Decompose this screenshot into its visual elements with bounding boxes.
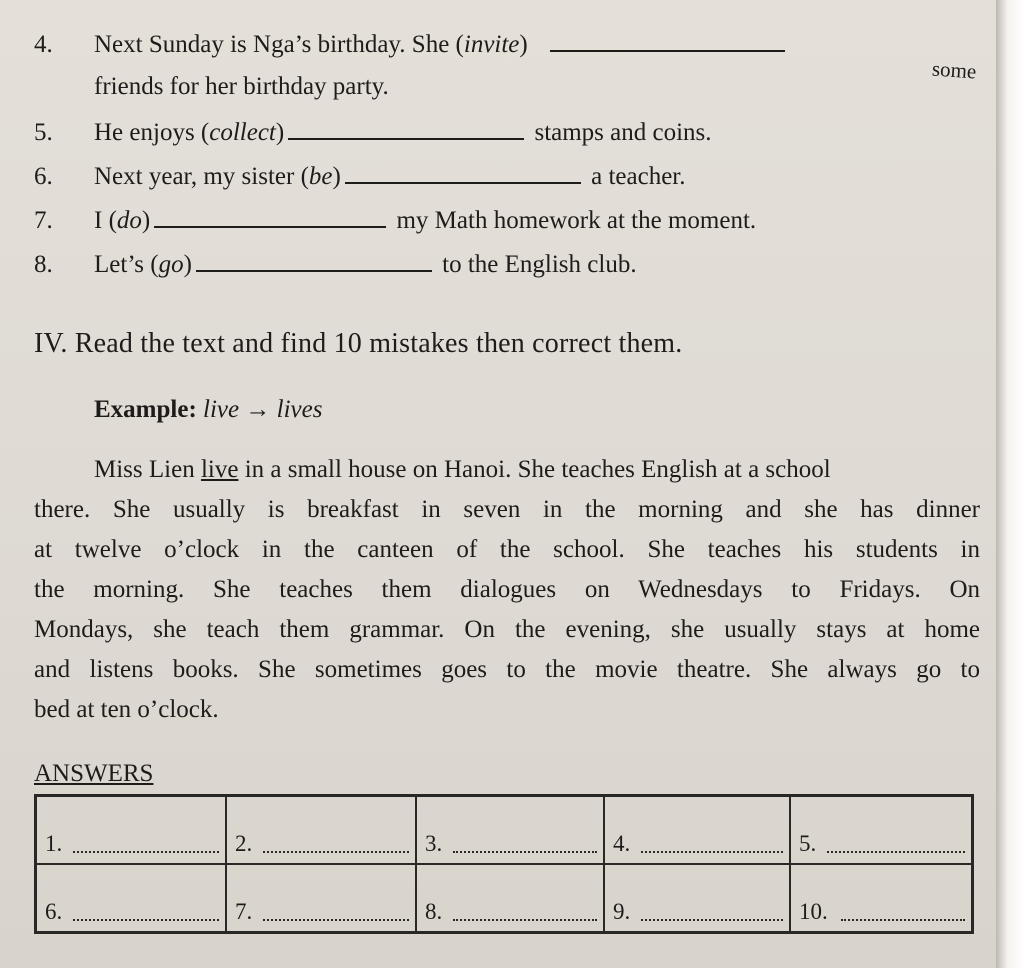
- answer-blank[interactable]: [196, 250, 432, 272]
- arrow-icon: →: [245, 396, 271, 423]
- exercise-item-8: Let’s (go) to the English club.: [94, 251, 637, 278]
- section-title: IV. Read the text and find 10 mistakes then correct them.: [34, 328, 683, 359]
- page-edge: [996, 0, 1024, 968]
- passage-line: and listens books. She sometimes goes to the movie theatre. She always go to: [34, 656, 980, 683]
- item-number: 7.: [34, 207, 53, 234]
- passage-line-1: Miss Lien live in a small house on Hanoi. She teaches English at a school: [94, 456, 831, 483]
- answer-cell-1[interactable]: 1.: [36, 796, 226, 864]
- passage-line: Mondays, she teach them grammar. On the evening, she usually stays at home: [34, 616, 980, 643]
- answer-cell-10[interactable]: 10.: [790, 864, 972, 932]
- answers-title: ANSWERS: [34, 760, 154, 787]
- verb-hint: be: [308, 163, 333, 190]
- example-label: Example:: [94, 396, 197, 423]
- answer-blank[interactable]: [288, 118, 524, 140]
- answer-cell-5[interactable]: 5.: [790, 796, 972, 864]
- verb-hint: go: [158, 251, 184, 278]
- verb-hint: do: [116, 207, 142, 234]
- verb-hint: invite: [463, 31, 520, 58]
- answer-blank[interactable]: [154, 206, 386, 228]
- handwritten-note: some: [931, 56, 978, 84]
- answer-cell-8[interactable]: 8.: [416, 864, 604, 932]
- example: [94, 396, 322, 424]
- answer-blank[interactable]: [345, 162, 581, 184]
- answer-cell-6[interactable]: 6.: [36, 864, 226, 932]
- example-right: lives: [276, 396, 323, 423]
- item-number: 8.: [34, 251, 53, 278]
- passage-line: bed at ten o’clock.: [34, 696, 219, 723]
- exercise-item-7: I (do) my Math homework at the moment.: [94, 207, 757, 234]
- passage-line: there. She usually is breakfast in seven in the morning and she has dinner: [34, 496, 980, 523]
- answer-cell-7[interactable]: 7.: [226, 864, 416, 932]
- passage-line: at twelve o’clock in the canteen of the school. She teaches his students in: [34, 536, 980, 563]
- example-wrong: live: [203, 396, 240, 423]
- answer-cell-3[interactable]: 3.: [416, 796, 604, 864]
- answer-cell-9[interactable]: 9.: [604, 864, 790, 932]
- answer-blank[interactable]: [550, 30, 785, 52]
- item-number: 6.: [34, 163, 53, 190]
- exercise-item-4-continued: friends for her birthday party.: [94, 73, 389, 100]
- item-number: 5.: [34, 119, 53, 146]
- exercise-item-6: Next year, my sister (be) a teacher.: [94, 163, 686, 190]
- item-number: 4.: [34, 31, 53, 58]
- passage-line: the morning. She teaches them dialogues on Wednesdays to Fridays. On: [34, 576, 980, 603]
- underlined-word: live: [200, 456, 239, 483]
- exercise-item-4: Next Sunday is Nga’s birthday. She (invite): [94, 30, 789, 60]
- answer-cell-2[interactable]: 2.: [226, 796, 416, 864]
- answers-table: [34, 794, 974, 934]
- verb-hint: collect: [209, 119, 276, 146]
- exercise-item-5: He enjoys (collect) stamps and coins.: [94, 119, 712, 146]
- answer-cell-4[interactable]: 4.: [604, 796, 790, 864]
